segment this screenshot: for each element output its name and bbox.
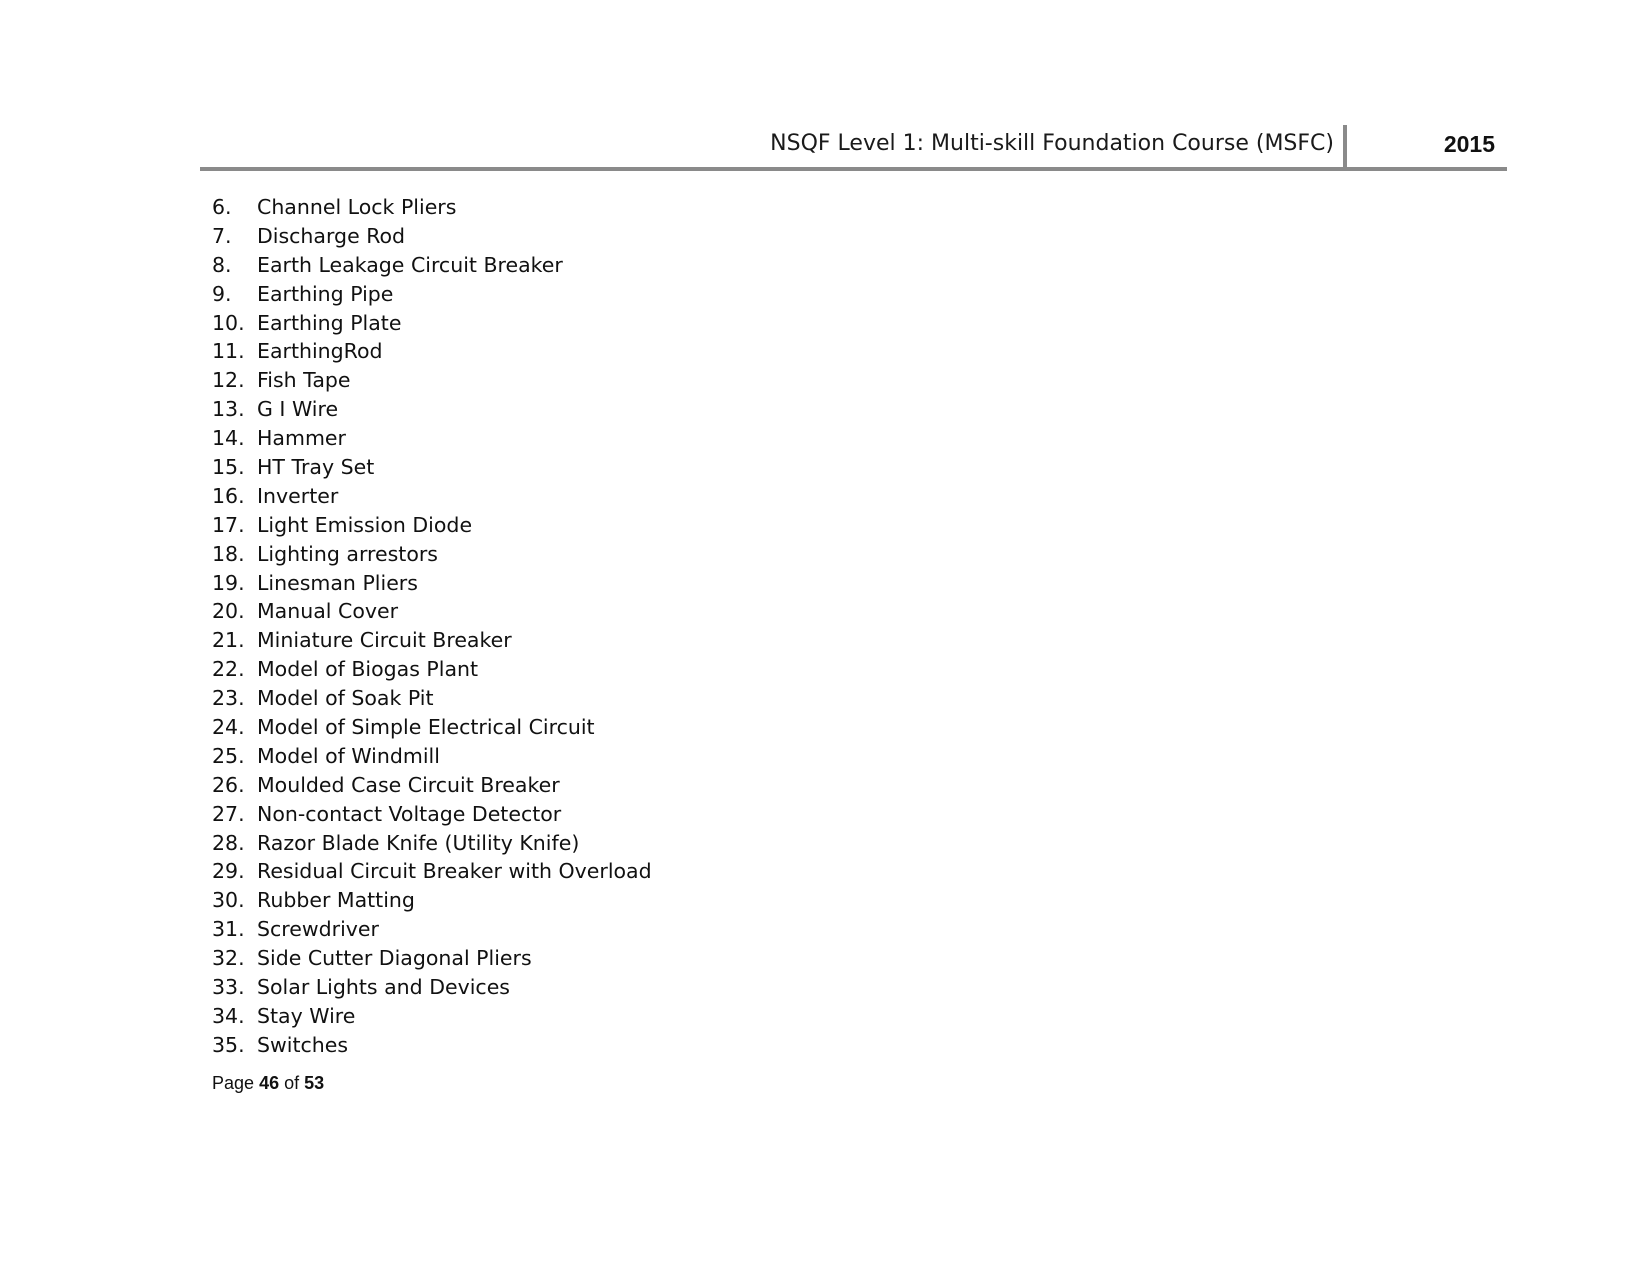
list-item-number: 14. — [212, 426, 245, 451]
list-item-number: 22. — [212, 657, 245, 682]
list-item-number: 34. — [212, 1003, 245, 1028]
list-item — [212, 684, 652, 713]
list-item-number: 16. — [212, 483, 245, 508]
page-footer — [212, 1073, 324, 1094]
list-item-text: Model of Simple Electrical Circuit — [257, 715, 595, 740]
list-item-text: Switches — [257, 1032, 349, 1057]
list-item-text: Stay Wire — [257, 1003, 356, 1028]
list-item — [212, 915, 652, 944]
list-item — [212, 597, 652, 626]
list-item-number: 23. — [212, 686, 245, 711]
list-item-number: 7. — [212, 223, 232, 248]
document-title: NSQF Level 1: Multi-skill Foundation Course (MSFC) — [770, 131, 1334, 156]
page-label: Page — [212, 1073, 255, 1093]
list-item-number: 10. — [212, 310, 245, 335]
list-item — [212, 569, 652, 598]
list-item-number: 18. — [212, 541, 245, 566]
header-divider — [1343, 125, 1347, 167]
list-item-number: 20. — [212, 599, 245, 624]
list-item-text: Screwdriver — [257, 917, 379, 942]
list-item-text: Channel Lock Pliers — [257, 195, 457, 219]
list-item — [212, 742, 652, 771]
list-item-number: 19. — [212, 570, 245, 595]
list-item-number: 24. — [212, 715, 245, 740]
list-item-number: 11. — [212, 339, 245, 364]
list-item — [212, 366, 652, 395]
list-item-text: Linesman Pliers — [257, 570, 418, 595]
list-item — [212, 626, 652, 655]
list-item-number: 30. — [212, 888, 245, 913]
list-item — [212, 222, 652, 251]
list-item-number: 26. — [212, 772, 245, 797]
list-item — [212, 857, 652, 886]
list-item — [212, 511, 652, 540]
list-item — [212, 800, 652, 829]
list-item-number: 31. — [212, 917, 245, 942]
current-page-number: 46 — [259, 1073, 280, 1093]
list-item-text: Side Cutter Diagonal Pliers — [257, 946, 532, 971]
list-item — [212, 424, 652, 453]
list-item-text: Model of Soak Pit — [257, 686, 434, 711]
list-item-text: Solar Lights and Devices — [257, 975, 510, 1000]
list-item — [212, 1002, 652, 1031]
list-item — [212, 453, 652, 482]
list-item-text: Light Emission Diode — [257, 512, 473, 537]
list-item — [212, 540, 652, 569]
list-item — [212, 655, 652, 684]
list-item-number: 9. — [212, 281, 232, 306]
list-item-number: 13. — [212, 397, 245, 422]
list-item — [212, 771, 652, 800]
list-item-text: Model of Windmill — [257, 743, 440, 768]
list-item-number: 6. — [212, 195, 232, 219]
list-item — [212, 482, 652, 511]
list-item-number: 12. — [212, 368, 245, 393]
list-item-text: Non-contact Voltage Detector — [257, 801, 562, 826]
list-item-number: 17. — [212, 512, 245, 537]
list-item — [212, 886, 652, 915]
list-item-text: Earthing Pipe — [257, 281, 394, 306]
total-pages-number: 53 — [304, 1073, 325, 1093]
list-item-text: Earthing Plate — [257, 310, 402, 335]
list-item-text: Fish Tape — [257, 368, 351, 393]
list-item-text: Moulded Case Circuit Breaker — [257, 772, 560, 797]
list-item-text: EarthingRod — [257, 339, 383, 364]
list-item — [212, 337, 652, 366]
list-item-number: 27. — [212, 801, 245, 826]
list-item — [212, 193, 652, 222]
list-item-text: G I Wire — [257, 397, 339, 422]
list-item-number: 32. — [212, 946, 245, 971]
list-item — [212, 309, 652, 338]
list-item-number: 33. — [212, 975, 245, 1000]
list-item — [212, 973, 652, 1002]
list-item-number: 8. — [212, 252, 232, 277]
list-item-number: 35. — [212, 1032, 245, 1057]
list-item-text: Earth Leakage Circuit Breaker — [257, 252, 563, 277]
list-item-text: Rubber Matting — [257, 888, 415, 913]
of-label: of — [284, 1073, 300, 1093]
document-year: 2015 — [1443, 131, 1495, 157]
list-item — [212, 280, 652, 309]
list-item-text: HT Tray Set — [257, 455, 375, 480]
list-item — [212, 829, 652, 858]
list-item-text: Model of Biogas Plant — [257, 657, 479, 682]
list-item — [212, 713, 652, 742]
list-item-number: 29. — [212, 859, 245, 884]
list-item-text: Miniature Circuit Breaker — [257, 628, 512, 653]
list-item — [212, 1031, 652, 1060]
list-item-text: Razor Blade Knife (Utility Knife) — [257, 830, 580, 855]
list-item-number: 25. — [212, 743, 245, 768]
list-item-text: Manual Cover — [257, 599, 399, 624]
list-item-text: Hammer — [257, 426, 346, 451]
list-item — [212, 395, 652, 424]
page-header — [200, 120, 1507, 170]
list-item — [212, 251, 652, 280]
list-item-text: Inverter — [257, 483, 339, 508]
list-item-text: Discharge Rod — [257, 223, 406, 248]
list-item — [212, 944, 652, 973]
list-item-number: 21. — [212, 628, 245, 653]
list-item-number: 28. — [212, 830, 245, 855]
list-item-text: Lighting arrestors — [257, 541, 438, 566]
header-rule — [200, 167, 1507, 171]
list-item-number: 15. — [212, 455, 245, 480]
equipment-list — [212, 193, 652, 1060]
list-item-text: Residual Circuit Breaker with Overload — [257, 859, 652, 884]
